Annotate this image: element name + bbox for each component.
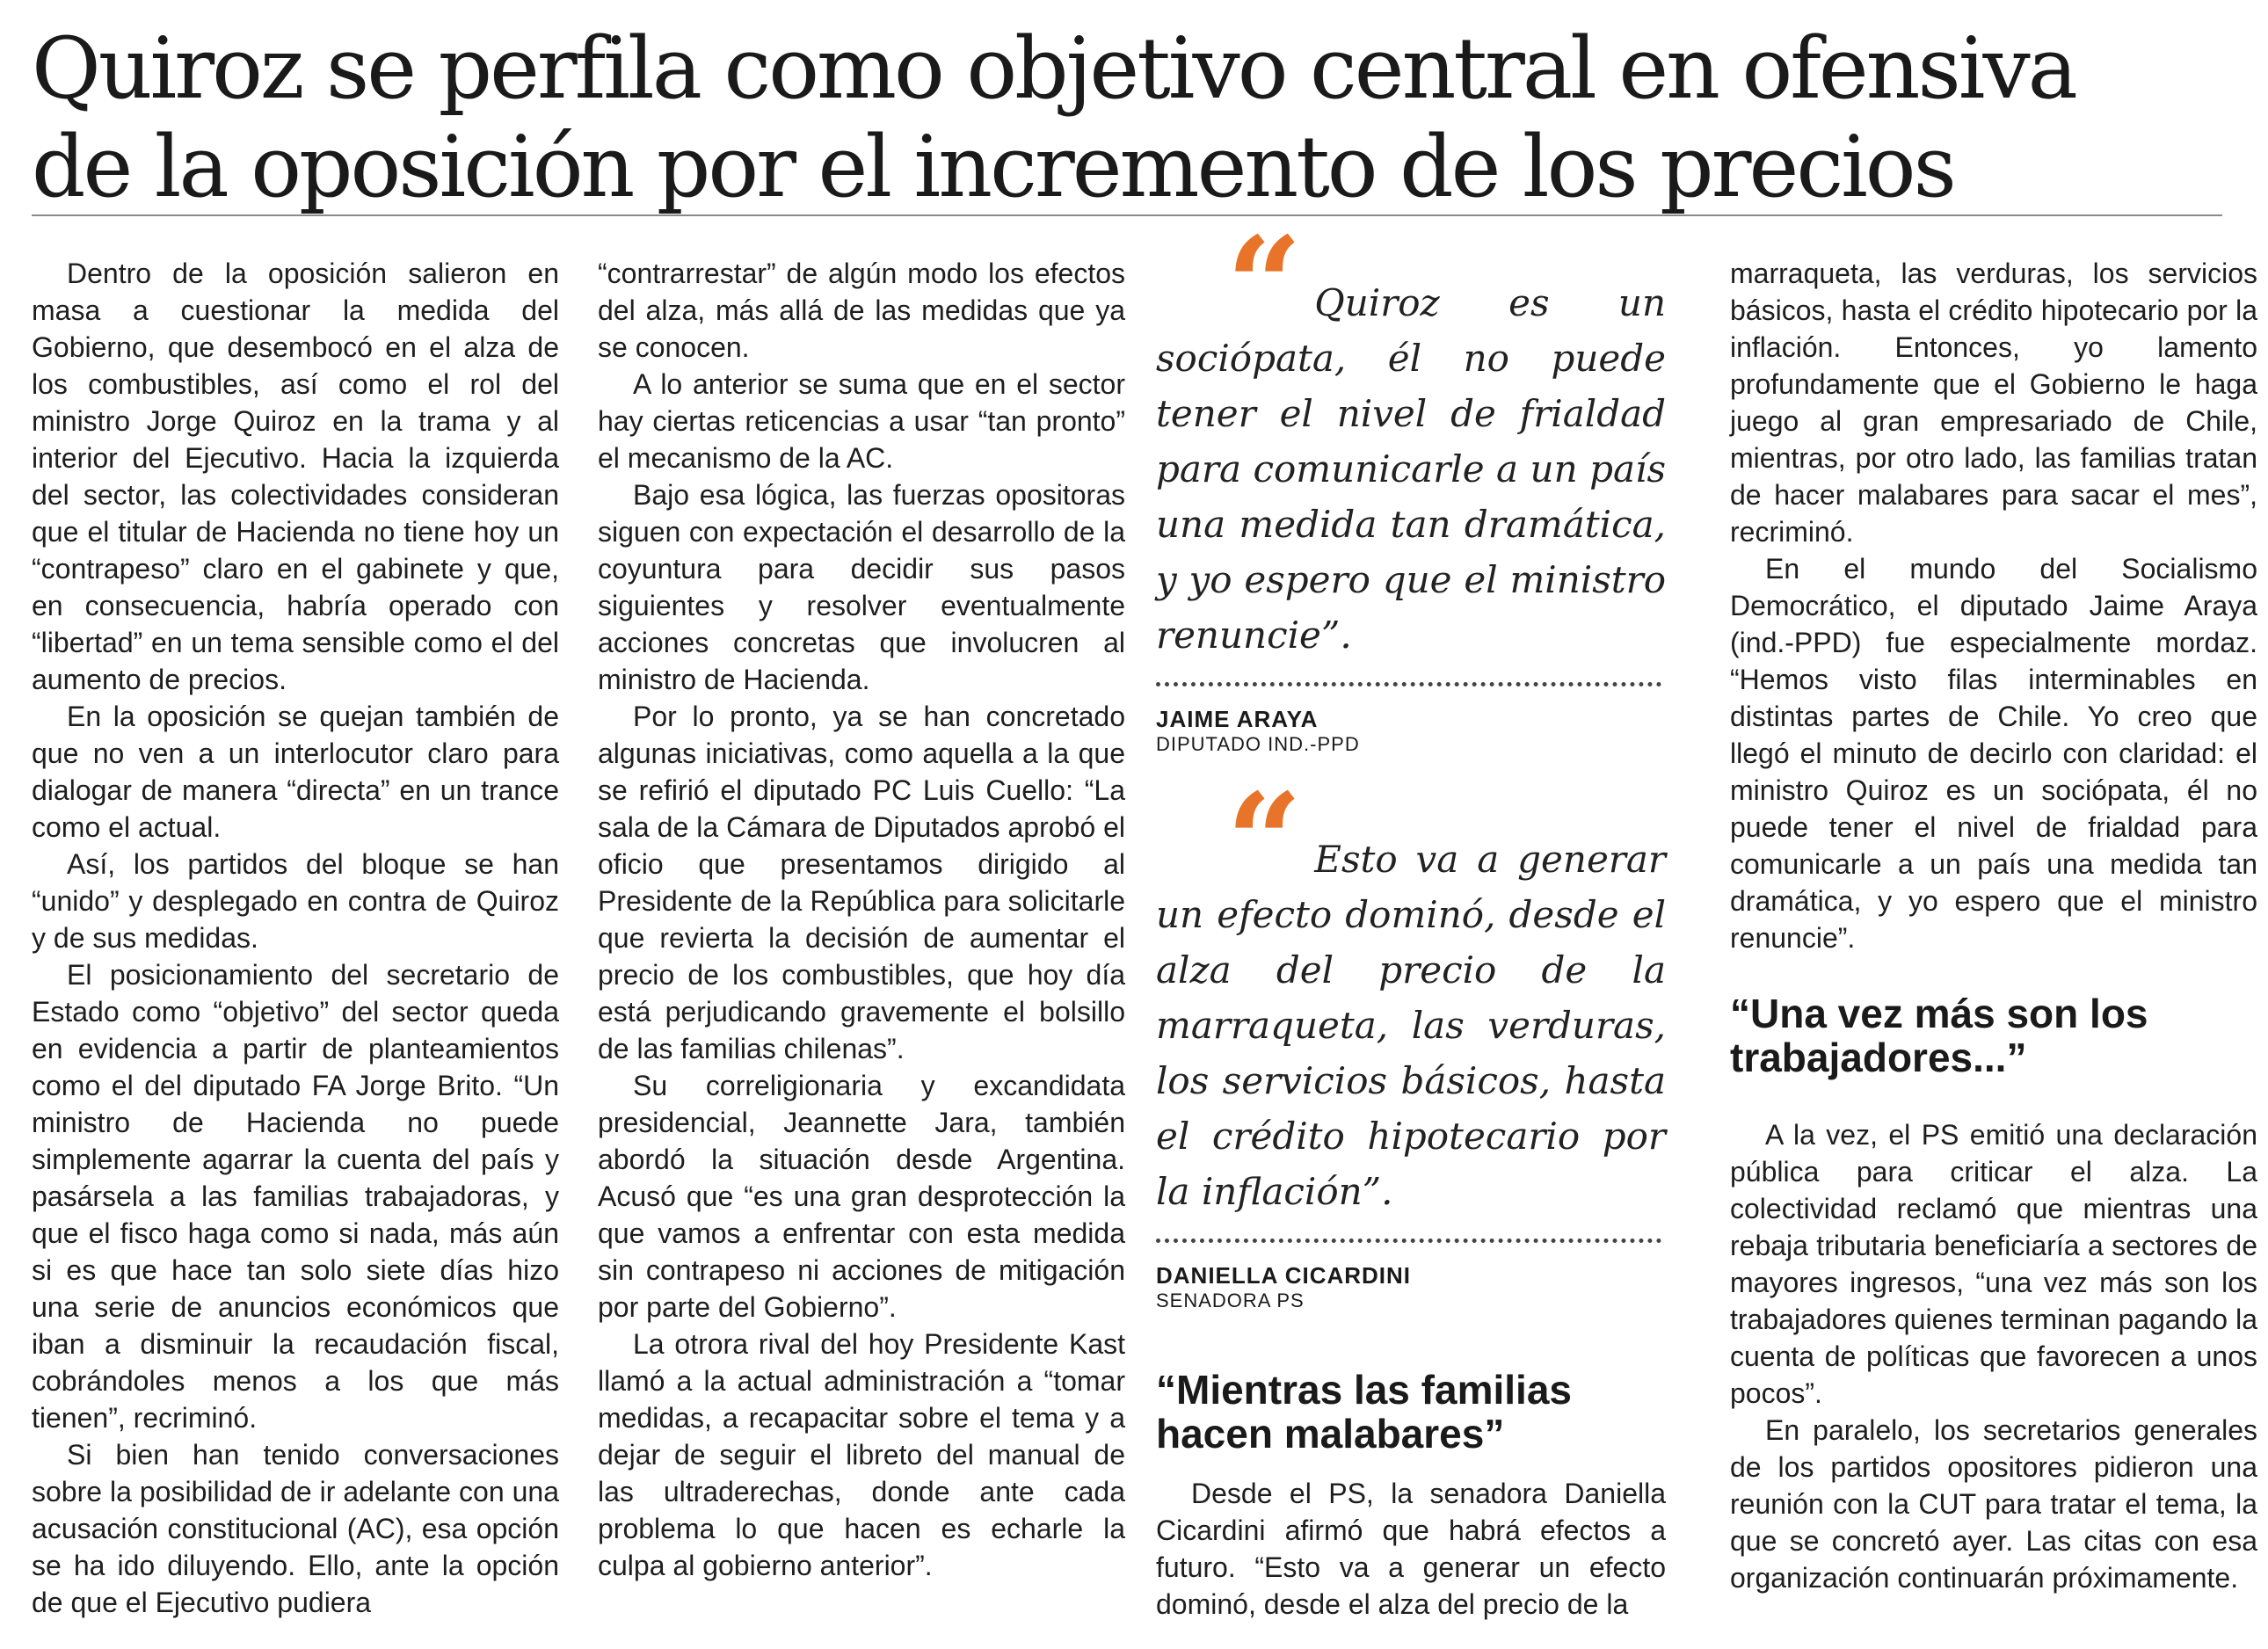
paragraph-continued: “contrarrestar” de algún modo los efectos del alza, más allá de las medidas que ya se conocen.	[598, 258, 1125, 363]
paragraph: Desde el PS, la senadora Daniella Cicardini afirmó que habrá efectos a futuro. “Esto va a generar un efecto dominó, desde el alza del precio de la	[1156, 1478, 1666, 1620]
article-column-3	[1156, 208, 1666, 1623]
pull-quote-cicardini	[1156, 765, 1666, 1313]
paragraph: El posicionamiento del secretario de Estado como “objetivo” del sector queda en evidencia a partir de planteamientos como el del diputado FA Jorge Brito. “Un ministro de Hacienda no puede simplemente agarrar la cuenta del país y pasársela a las familias trabajadoras, y que el fisco haga como si nada, más aún si es que hace tan solo siete días hizo una serie de anuncios económicos que iban a disminuir la recaudación fiscal, cobrándoles menos a los que más tienen”, recriminó.	[32, 959, 559, 1434]
paragraph: En la oposición se quejan también de que no ven a un interlocutor claro para dialogar de manera “directa” en un trance como el actual.	[32, 701, 559, 843]
quote-author-name: DANIELLA CICARDINI	[1156, 1262, 1412, 1289]
paragraph: Dentro de la oposición salieron en masa a cuestionar la medida del Gobierno, que desembocó en el alza de los combustibles, así como el rol del ministro Jorge Quiroz en la trama y al interior del Ejecutivo. Hacia la izquierda del sector, las colectividades consideran que el titular de Hacienda no tiene hoy un “contrapeso” claro en el gabinete y que, en consecuencia, habría operado con “libertad” en un tema sensible como el del aumento de precios.	[32, 258, 559, 695]
article-column-2	[598, 255, 1125, 1584]
paragraph: La otrora rival del hoy Presidente Kast llamó a la actual administración a “tomar medidas, a recapacitar sobre el tema y a dejar de seguir el libreto del manual de las ultraderechas, donde ante cada problema lo que hacen es echarle la culpa al gobierno anterior”.	[598, 1328, 1125, 1581]
dotted-divider	[1156, 682, 1661, 686]
section-subhead: “Mientras las familias hacen malabares”	[1156, 1367, 1572, 1456]
paragraph: Bajo esa lógica, las fuerzas opositoras siguen con expectación el desarrollo de la coyuntura para decidir sus pasos siguientes y resolver eventualmente acciones concretas que involucren al ministro de Hacienda.	[598, 479, 1125, 695]
headline	[32, 19, 2212, 216]
pull-quote-text	[1156, 765, 1666, 1219]
headline-divider	[32, 214, 2222, 216]
quote-author-role: DIPUTADO IND.-PPD	[1156, 733, 1360, 755]
pull-quote-araya	[1156, 208, 1666, 757]
paragraph: A lo anterior se suma que en el sector hay ciertas reticencias a usar “tan pronto” el mecanismo de la AC.	[598, 368, 1125, 474]
quote-author-name: JAIME ARAYA	[1156, 706, 1319, 732]
article-column-1	[32, 255, 559, 1621]
dotted-divider	[1156, 1239, 1661, 1243]
headline-line-1: Quiroz se perfila como objetivo central en ofensiva	[32, 19, 2075, 118]
quote-author-role: SENADORA PS	[1156, 1289, 1305, 1311]
paragraph: En paralelo, los secretarios generales de los partidos opositores pidieron una reunión con la CUT para tratar el tema, la que se concretó ayer. Las citas con esa organización continuarán próximamente.	[1730, 1414, 2257, 1594]
pull-quote-body: Quiroz es un sociópata, él no puede tener el nivel de frialdad para comunicarle a un país una medida tan dramática, y yo espero que el ministro renuncie”.	[1156, 281, 1666, 657]
quote-mark-icon: “	[1226, 208, 1290, 363]
paragraph: Si bien han tenido conversaciones sobre la posibilidad de ir adelante con una acusación constitucional (AC), esa opción se ha ido diluyendo. Ello, ante la opción de que el Ejecutivo pudiera	[32, 1439, 559, 1618]
paragraph: En el mundo del Socialismo Democrático, el diputado Jaime Araya (ind.-PPD) fue especialmente mordaz. “Hemos visto filas interminables en distintas partes de Chile. Yo creo que llegó el minuto de decirlo con claridad: el ministro Quiroz es un sociópata, él no puede tener el nivel de frialdad para comunicarle a un país una medida tan dramática, y yo espero que el ministro renuncie”.	[1730, 553, 2257, 954]
paragraph: Así, los partidos del bloque se han “unido” y desplegado en contra de Quiroz y de sus medidas.	[32, 848, 559, 954]
paragraph: Su correligionaria y excandidata presidencial, Jeannette Jara, también abordó la situación desde Argentina. Acusó que “es una gran desprotección la que vamos a enfrentar con esta medida sin contrapeso ni acciones de mitigación por parte del Gobierno”.	[598, 1070, 1125, 1323]
paragraph: Por lo pronto, ya se han concretado algunas iniciativas, como aquella a la que se refirió el diputado PC Luis Cuello: “La sala de la Cámara de Diputados aprobó el oficio que presentamos dirigido al Presidente de la República para solicitarle que revierta la decisión de aumentar el precio de los combustibles, que hoy día está perjudicando gravemente el bolsillo de las familias chilenas”.	[598, 701, 1125, 1064]
headline-line-2: de la oposición por el incremento de los precios	[32, 118, 1954, 216]
section-subhead: “Una vez más son los trabajadores...”	[1730, 991, 2148, 1080]
pull-quote-text	[1156, 208, 1666, 663]
paragraph: A la vez, el PS emitió una declaración pública para criticar el alza. La colectividad reclamó que mientras una rebaja tributaria beneficiaría a sectores de mayores ingresos, “una vez más son los trabajadores quienes terminan pagando la cuenta de políticas que favorecen a unos pocos”.	[1730, 1119, 2257, 1409]
pull-quote-body: Esto va a generar un efecto dominó, desde el alza del precio de la marraqueta, las verduras, los servicios básicos, hasta el crédito hipotecario por la inflación”.	[1156, 838, 1666, 1213]
quote-mark-icon: “	[1226, 765, 1290, 919]
paragraph-continued: marraqueta, las verduras, los servicios básicos, hasta el crédito hipotecario por la inflación. Entonces, yo lamento profundamente que el Gobierno le haga juego al gran empresariado de Chile, mientras, por otro lado, las familias tratan de hacer malabares para sacar el mes”, recriminó.	[1730, 258, 2257, 548]
article-column-4	[1730, 255, 2257, 1596]
